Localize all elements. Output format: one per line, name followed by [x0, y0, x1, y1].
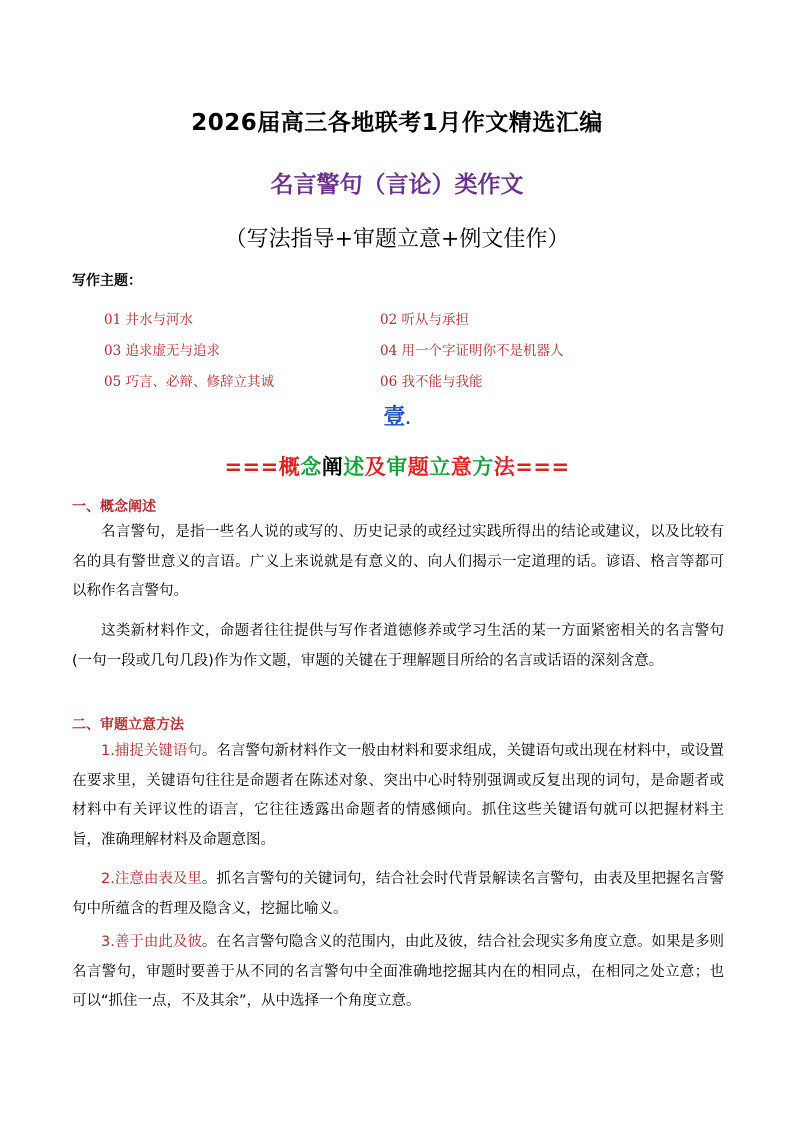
method-paragraph — [72, 865, 724, 924]
method-lead: 1.捕捉关键语句 — [101, 743, 202, 759]
concept-paragraph: 这类新材料作文，命题者往往提供与写作者道德修养或学习生活的某一方面紧密相关的名言警句(一句一段或几句几段)作为作文题，审题的关键在于理解题目所给的名言或话语的深刻含意。 — [72, 623, 724, 669]
method-paragraph — [72, 737, 724, 855]
method-lead: 2.注意由表及里 — [101, 871, 202, 887]
document-subtitle: 名言警句（言论）类作文 — [270, 172, 524, 198]
banner-segment: 及 — [364, 455, 387, 479]
themes-heading: 写作主题： — [72, 273, 142, 289]
section-banner — [0, 451, 794, 481]
banner-segment: 念 — [300, 455, 322, 479]
banner-segment: 法 — [493, 455, 516, 479]
method-text: 。抓名言警句的关键词句，结合社会时代背景解读名言警句，由表及里把握名言警句中所蕴含的哲理及隐含义，挖掘比喻义。 — [72, 871, 725, 917]
method-text: 。在名言警句隐含义的范围内，由此及彼，结合社会现实多角度立意。如果是多则名言警句，审题时要善于从不同的名言警句中全面准确地挖掘其内在的相同点，在相同之处立意；也可以“抓住一点，不及其余”，从中选择一个角度立意。 — [72, 934, 725, 1009]
theme-item: 06 我不能与我能 — [380, 374, 483, 390]
document-title: 2026届高三各地联考1月作文精选汇编 — [191, 110, 603, 136]
banner-segment: 题 — [407, 455, 430, 479]
banner-segment: === — [224, 455, 279, 479]
section-heading-method: 二、审题立意方法 — [72, 717, 184, 733]
theme-item: 01 井水与河水 — [104, 312, 193, 328]
theme-item: 05 巧言、必辩、修辞立其诚 — [104, 374, 274, 390]
theme-item: 04 用一个字证明你不是机器人 — [380, 343, 564, 359]
concept-paragraph: 名言警句，是指一些名人说的或写的、历史记录的或经过实践所得出的结论或建议，以及比较有名的具有警世意义的言语。广义上来说就是有意义的、向人们揭示一定道理的话。谚语、格言等都可以称作名言警句。 — [72, 524, 724, 599]
section-heading-concept: 一、概念阐述 — [72, 499, 156, 515]
section-marker-char: 壹 — [383, 405, 406, 430]
banner-segment: 阐 — [321, 455, 344, 479]
banner-segment: 方 — [472, 455, 494, 479]
method-text: 。名言警句新材料作文一般由材料和要求组成，关键语句或出现在材料中，或设置在要求里，关键语句往往是命题者在陈述对象、突出中心时特别强调或反复出现的词句，是命题者或材料中有关评议性的语言，它往往透露出命题者的情感倾向。抓住这些关键语句就可以把握材料主旨，准确理解材料及命题意图。 — [72, 743, 725, 848]
method-paragraph — [72, 928, 724, 1017]
banner-segment: 述 — [343, 455, 365, 479]
section-marker-dot: . — [405, 412, 411, 428]
banner-segment: 审 — [386, 455, 408, 479]
theme-item: 02 听从与承担 — [380, 312, 469, 328]
method-lead: 3.善于由此及彼 — [101, 934, 202, 950]
banner-segment: 立 — [429, 455, 451, 479]
document-paren-line: （写法指导+审题立意+例文佳作） — [224, 227, 570, 252]
banner-segment: 概 — [278, 455, 301, 479]
banner-segment: === — [515, 455, 570, 479]
banner-segment: 意 — [450, 455, 473, 479]
section-marker — [0, 400, 794, 431]
theme-item: 03 追求虚无与追求 — [104, 343, 220, 359]
